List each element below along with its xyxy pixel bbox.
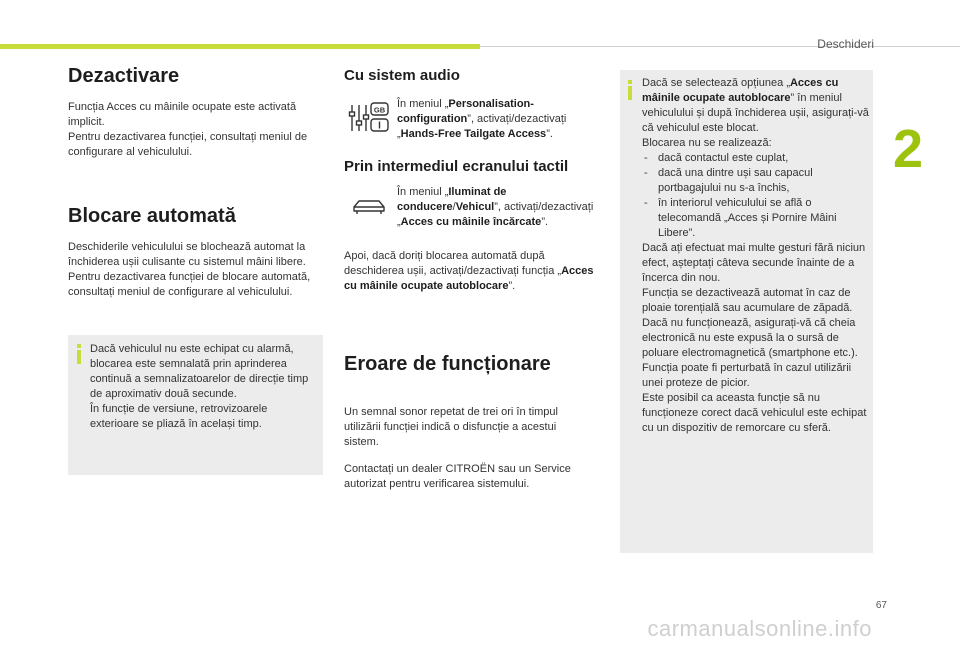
- touch-instruction: În meniul „Iluminat de conducere/Vehicul”, activați/dezactivați „Acces cu mâinile încărcate”.: [397, 186, 594, 228]
- heading-touchscreen: Prin intermediul ecranului tactil: [344, 158, 569, 175]
- list-item: - dacă contactul este cuplat,: [642, 151, 870, 166]
- note-box: [68, 335, 323, 475]
- conditions-list: [642, 151, 870, 241]
- watermark: carmanualsonline.info: [647, 616, 872, 641]
- car-icon: [351, 197, 387, 217]
- right-intro-option: Acces cu mâinile ocupate autoblocare: [642, 77, 839, 104]
- heading-autolock: Blocare automată: [68, 205, 236, 227]
- heading-audio: Cu sistem audio: [344, 67, 460, 84]
- right-note-box: [620, 70, 873, 553]
- header-accent-bar: [0, 44, 480, 49]
- right-note-content: [642, 76, 870, 436]
- audio-option-name: Hands-Free Tailgate Access: [400, 128, 547, 140]
- chapter-number: 2: [893, 119, 924, 179]
- header-rule: [480, 46, 960, 47]
- audio-menu-name: Personalisation-configuration: [397, 98, 534, 125]
- heading-malfunction: Eroare de funcționare: [344, 353, 551, 375]
- heading-deactivation: Dezactivare: [68, 65, 180, 87]
- deactivation-text: Funcția Acces cu mâinile ocupate este activată implicit. Pentru dezactivarea funcției, consultați meniul de configurare al vehiculului.: [68, 101, 308, 158]
- malfunction-text: Un semnal sonor repetat de trei ori în timpul utilizării funcției indică o disfuncție a acestui sistem.: [344, 406, 558, 448]
- contact-dealer-text: Contactați un dealer CITROËN sau un Service autorizat pentru verificarea sistemului.: [344, 463, 571, 490]
- touch-option-name: Acces cu mâinile încărcate: [400, 216, 542, 228]
- svg-text:GB: GB: [373, 105, 386, 115]
- audio-settings-icon: [348, 101, 390, 135]
- page-number: 67: [875, 600, 887, 611]
- list-item: - în interiorul vehiculului se află o telecomandă „Acces și Pornire Mâini Libere”.: [642, 196, 870, 241]
- audio-instruction: În meniul „Personalisation-configuration”, activați/dezactivați „Hands-Free Tailgate Access”.: [397, 98, 567, 140]
- autolock-option-name: Acces cu mâinile ocupate autoblocare: [344, 265, 594, 292]
- info-icon: [77, 350, 81, 364]
- info-icon: [628, 86, 632, 100]
- right-tail-text: Dacă ați efectuat mai multe gesturi fără niciun efect, așteptați câteva secunde înainte de a încerca din nou. Funcția se dezactivează automat în caz de ploaie torențială sau acumulare de zăpadă. Dacă nu funcționează, asigurați-vă că cheia electronică nu este expusă la o sursă de poluare electromagnetică (smartphone etc.). Funcția poate fi perturbată în cazul utilizării unei proteze de picior. Este posibil ca aceasta funcție să nu funcționeze corect dacă vehiculul este echipat cu un dispozitiv de remorcare cu sferă.: [642, 242, 867, 434]
- not-locked-label: Blocarea nu se realizează:: [642, 137, 772, 149]
- touch-menu-name: Iluminat de conducere: [397, 186, 507, 213]
- right-intro: Dacă se selectează opțiunea „Acces cu mâinile ocupate autoblocare” în meniul vehiculului și după închiderea ușii, asigurați-vă că vehiculul este blocat.: [642, 77, 869, 134]
- note-text: Dacă vehiculul nu este echipat cu alarmă, blocarea este semnalată prin aprinderea continuă a semnalizatoarelor de direcție timp de aproximativ două secunde. În funcție de versiune, retrovizoarele exterioare se pliază în același timp.: [90, 343, 309, 430]
- autolock-instruction: Apoi, dacă doriți blocarea automată după deschiderea ușii, activați/dezactivați funcția „Acces cu mâinile ocupate autoblocare”.: [344, 250, 594, 292]
- autolock-text: Deschiderile vehiculului se blochează automat la închiderea ușii culisante cu sistemul mâini libere. Pentru dezactivarea funcției de blocare automată, consultați meniul de configurare al vehiculului.: [68, 241, 311, 298]
- section-title: Deschideri: [817, 37, 874, 51]
- list-item: - dacă una dintre uși sau capacul portbagajului nu s-a închis,: [642, 166, 870, 196]
- touch-menu2-name: Vehicul: [455, 201, 495, 213]
